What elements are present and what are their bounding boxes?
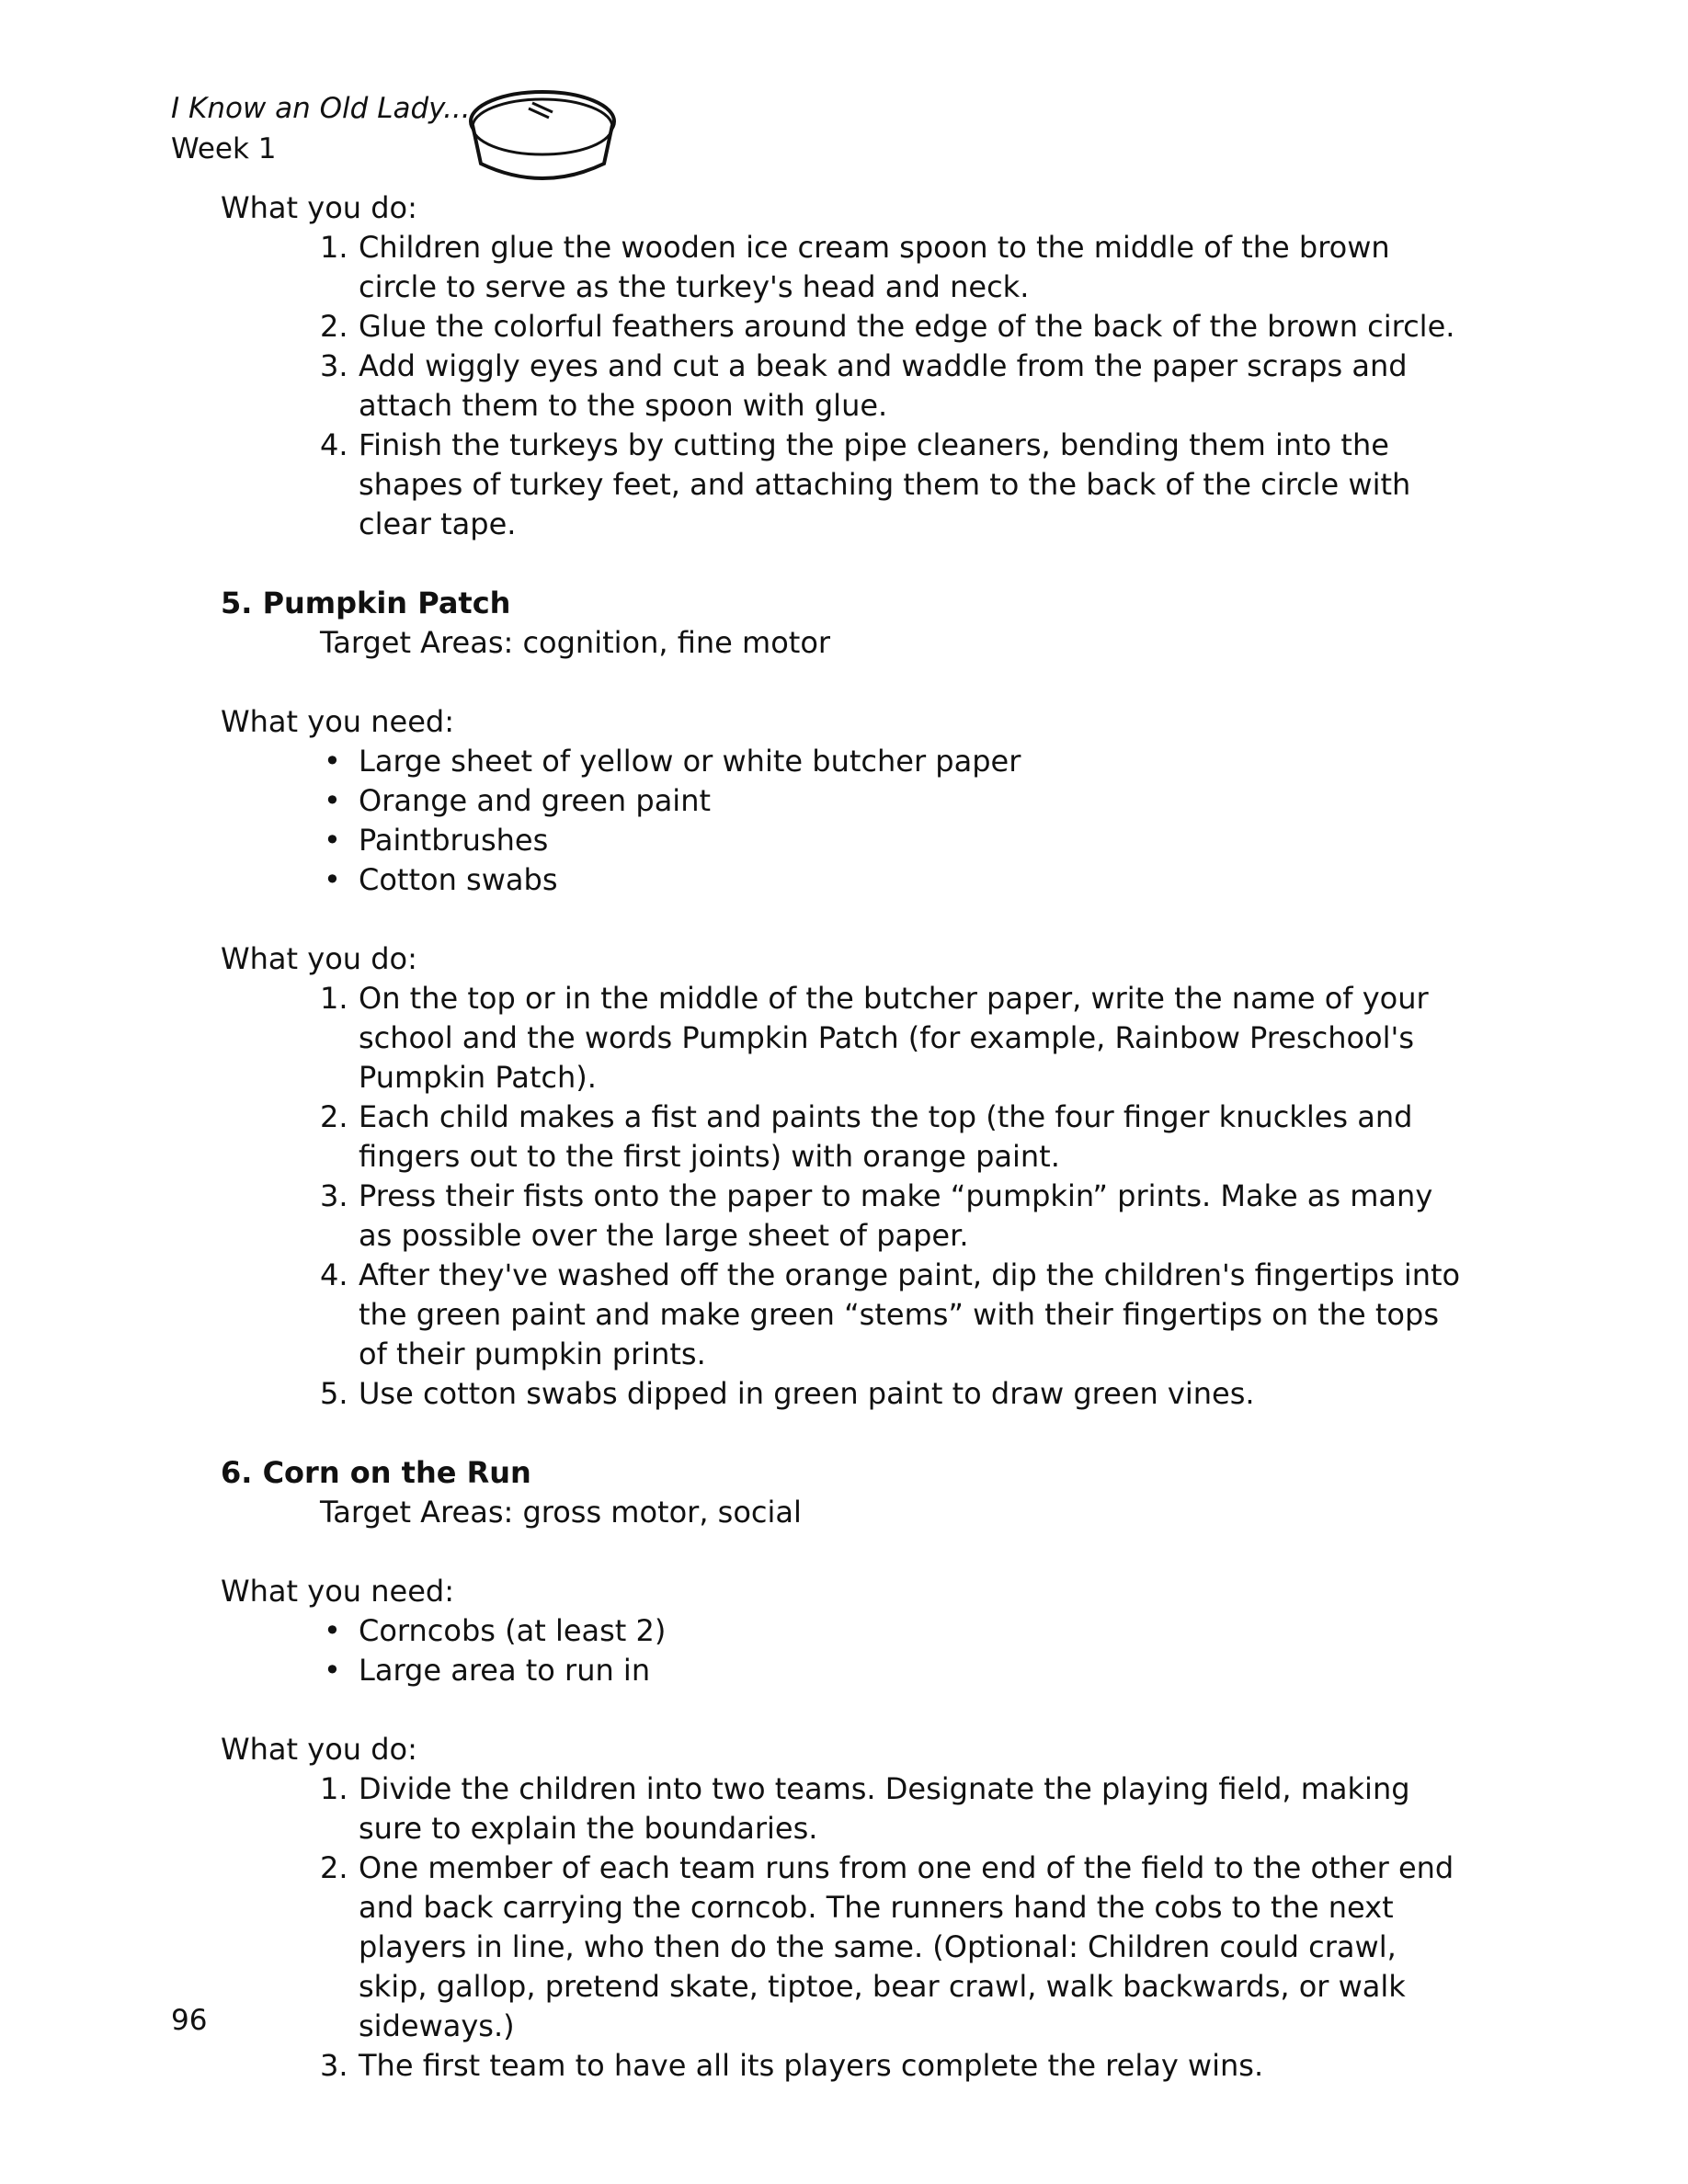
book-title: I Know an Old Lady... [171,92,471,125]
section-title: 5. Pumpkin Patch [221,586,511,620]
target-areas: Target Areas: gross motor, social [320,1495,802,1530]
bullet-icon: • [324,1613,341,1648]
step-item: 1. On the top or in the middle of the butcher paper, write the name of your school and the words Pumpkin Patch (for example, Rainbow Preschool's Pumpkin Patch). [320,981,1429,1095]
bullet-icon: • [324,1653,341,1688]
bullet-icon: • [324,862,341,897]
list-item: • Orange and green paint [221,781,1471,821]
page-content [221,188,1471,2086]
running-header [171,88,471,169]
step-item: 1. Divide the children into two teams. Designate the playing field, making sure to explain the boundaries. [320,1771,1410,1846]
bullet-icon: • [324,783,341,818]
materials-list [221,1611,1471,1690]
step-item: 3. The first team to have all its players complete the relay wins. [320,2048,1264,2083]
what-you-need-label: What you need: [221,704,454,739]
what-you-do-label: What you do: [221,1732,417,1767]
step-item: 5. Use cotton swabs dipped in green paint to draw green vines. [320,1376,1255,1411]
step-item: 1. Children glue the wooden ice cream spoon to the middle of the brown circle to serve as the turkey's head and neck. [320,230,1390,304]
step-item: 2. Each child makes a fist and paints the top (the four finger knuckles and fingers out to the first joints) with orange paint. [320,1099,1413,1174]
pumpkin-steps [221,979,1471,1414]
week-label: Week 1 [171,132,277,165]
list-item: • Large sheet of yellow or white butcher paper [221,742,1471,781]
pie-icon [464,85,621,186]
step-item: 3. Press their fists onto the paper to make “pumpkin” prints. Make as many as possible over the large sheet of paper. [320,1178,1433,1253]
materials-list [221,742,1471,900]
step-item: 3. Add wiggly eyes and cut a beak and waddle from the paper scraps and attach them to the spoon with glue. [320,348,1408,423]
bullet-icon: • [324,744,341,779]
step-item: 4. After they've washed off the orange paint, dip the children's fingertips into the green paint and make green “stems” with their fingertips on the tops of their pumpkin prints. [320,1257,1461,1371]
page-number: 96 [171,2004,208,2037]
list-item: • Cotton swabs [221,860,1471,900]
list-item: • Large area to run in [221,1651,1471,1690]
step-item: 4. Finish the turkeys by cutting the pipe cleaners, bending them into the shapes of turkey feet, and attaching them to the back of the circle with clear tape. [320,427,1411,541]
corn-steps [221,1769,1471,2086]
section-title: 6. Corn on the Run [221,1455,531,1490]
step-item: 2. One member of each team runs from one end of the field to the other end and back carrying the corncob. The runners hand the cobs to the next players in line, who then do the same. (Optional: Children could crawl, skip, gallop, pretend skate, tiptoe, bear crawl, walk backwards, or walk sideways.) [320,1850,1454,2043]
what-you-do-label: What you do: [221,941,417,976]
turkey-steps [221,228,1471,544]
step-item: 2. Glue the colorful feathers around the edge of the back of the brown circle. [320,309,1455,344]
what-you-need-label: What you need: [221,1574,454,1609]
what-you-do-label: What you do: [221,190,417,225]
target-areas: Target Areas: cognition, fine motor [320,625,831,660]
bullet-icon: • [324,823,341,858]
list-item: • Corncobs (at least 2) [221,1611,1471,1651]
list-item: • Paintbrushes [221,821,1471,860]
